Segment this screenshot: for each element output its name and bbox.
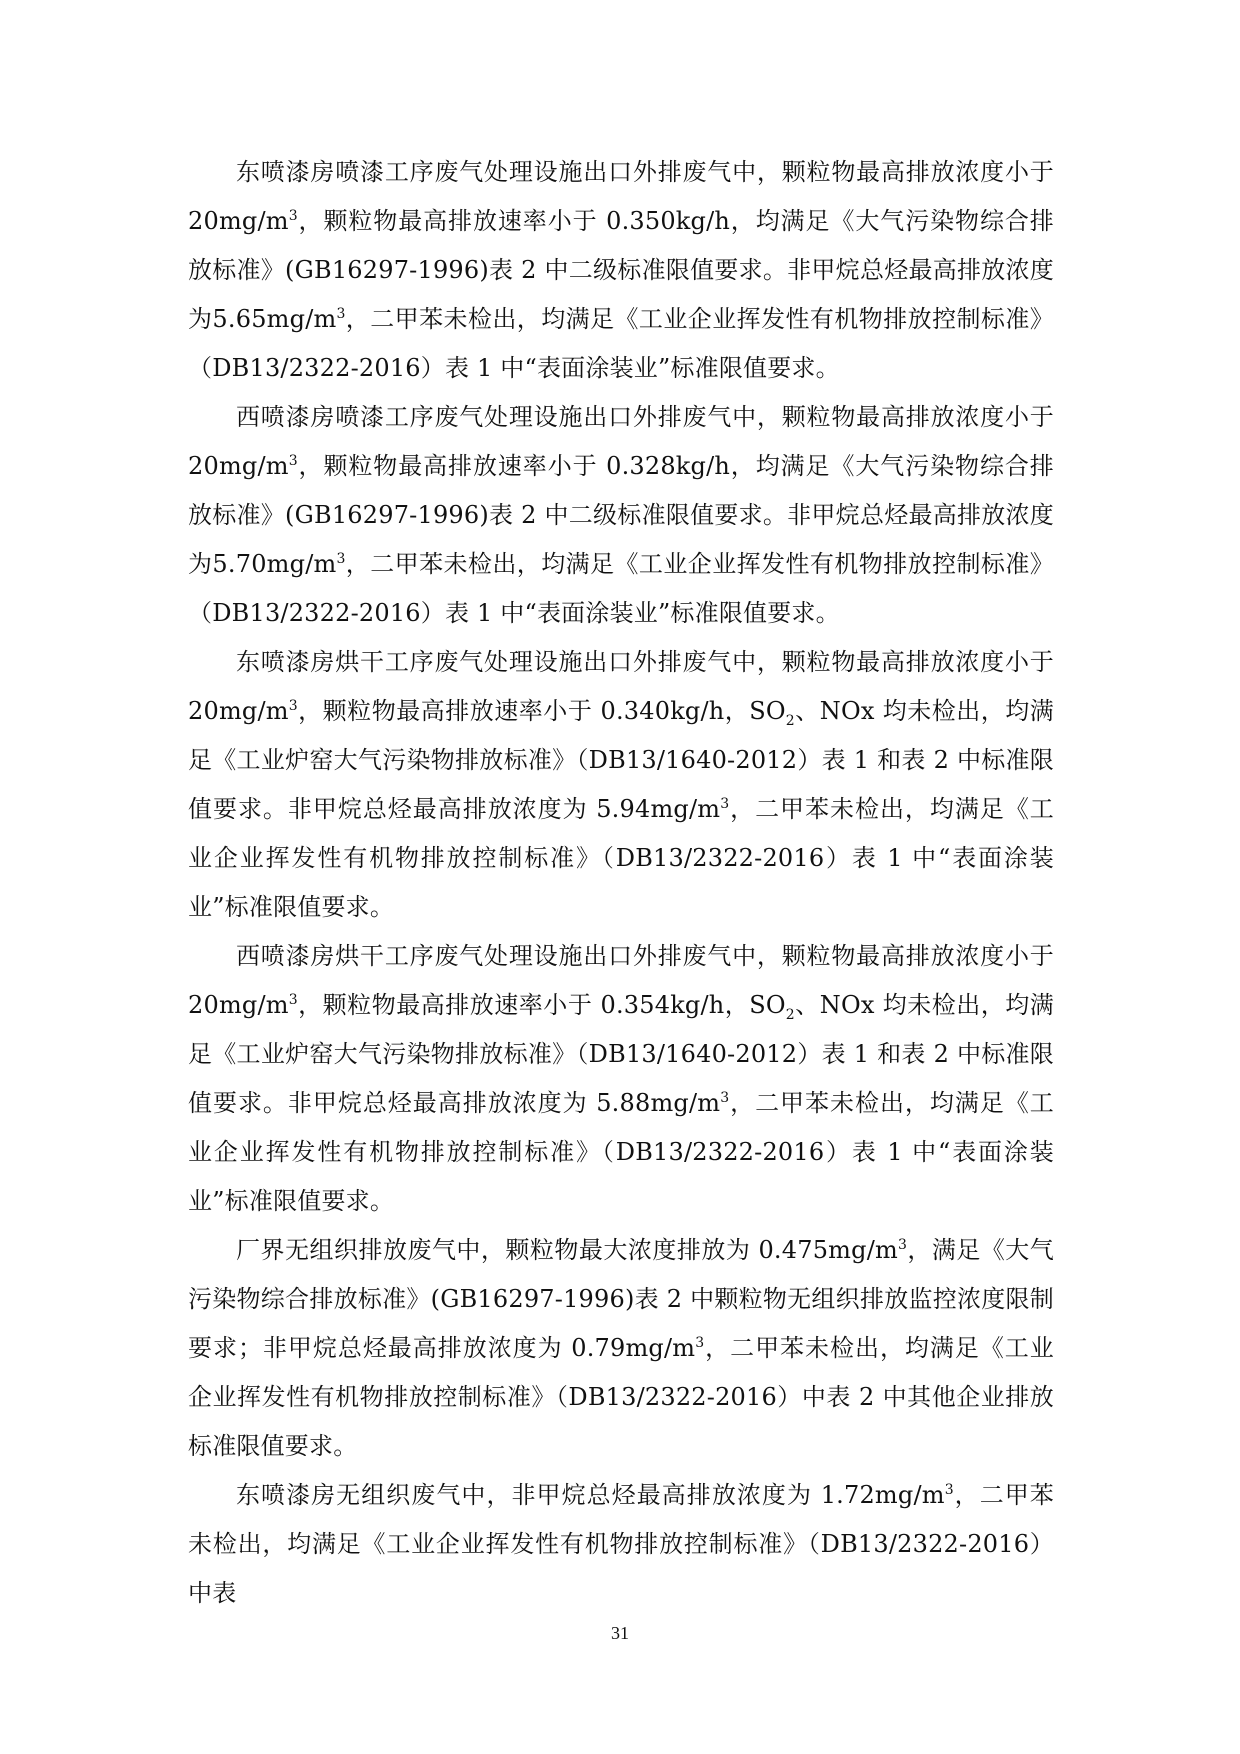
superscript: 3 xyxy=(336,306,346,322)
text-run: ，二甲苯未检出，均满足《工业企业挥发性有机物排放控制标准》（DB13/2322-2016）中表 xyxy=(188,1481,1054,1607)
subscript: 2 xyxy=(785,712,795,729)
text-run: ，二甲苯未检出，均满足《工业企业挥发性有机物排放控制标准》（DB13/2322-2016）表 1 中“表面涂装业”标准限值要求。 xyxy=(188,1089,1055,1215)
text-run: 厂界无组织排放废气中，颗粒物最大浓度排放为 0.475mg/m xyxy=(236,1236,898,1264)
text-run: ，满足《大气污染物综合排放标准》(GB16297-1996)表 2 中颗粒物无组织排放监控浓度限制要求；非甲烷总烃最高排放浓度为 0.79mg/m xyxy=(188,1236,1055,1362)
superscript: 3 xyxy=(288,208,298,224)
superscript: 3 xyxy=(720,1090,730,1106)
text-run: ，颗粒物最高排放速率小于 0.340kg/h，SO xyxy=(297,697,786,725)
paragraph-boundary-fugitive xyxy=(188,1226,1054,1471)
text-run: ，二甲苯未检出，均满足《工业企业挥发性有机物排放控制标准》（DB13/2322-2016）表 1 中“表面涂装业”标准限值要求。 xyxy=(188,795,1055,921)
superscript: 3 xyxy=(288,698,298,714)
text-run: 西喷漆房喷漆工序废气处理设施出口外排废气中，颗粒物最高排放浓度小于20mg/m xyxy=(188,403,1054,480)
text-run: 东喷漆房烘干工序废气处理设施出口外排废气中，颗粒物最高排放浓度小于20mg/m xyxy=(188,648,1054,725)
superscript: 3 xyxy=(897,1237,908,1253)
text-run: 东喷漆房喷漆工序废气处理设施出口外排废气中，颗粒物最高排放浓度小于20mg/m xyxy=(188,158,1054,235)
text-run: 、NOx 均未检出，均满足《工业炉窑大气污染物排放标准》（DB13/1640-2012）表 1 和表 2 中标准限值要求。非甲烷总烃最高排放浓度为 5.94mg/m xyxy=(188,697,1054,823)
text-run: ，二甲苯未检出，均满足《工业企业挥发性有机物排放控制标准》（DB13/2322-2016）表 1 中“表面涂装业”标准限值要求。 xyxy=(188,305,1054,382)
paragraph-east-spray-painting xyxy=(188,148,1054,393)
text-run: ，颗粒物最高排放速率小于 0.328kg/h，均满足《大气污染物综合排放标准》(GB16297-1996)表 2 中二级标准限值要求。非甲烷总烃最高排放浓度为5.70mg/m xyxy=(188,452,1054,578)
text-run: ，颗粒物最高排放速率小于 0.354kg/h，SO xyxy=(297,991,786,1019)
superscript: 3 xyxy=(288,992,298,1008)
text-run: 西喷漆房烘干工序废气处理设施出口外排废气中，颗粒物最高排放浓度小于20mg/m xyxy=(188,942,1054,1019)
subscript: 2 xyxy=(785,1006,795,1023)
paragraph-west-spray-painting xyxy=(188,393,1054,638)
superscript: 3 xyxy=(288,453,298,469)
text-run: ，二甲苯未检出，均满足《工业企业挥发性有机物排放控制标准》（DB13/2322-2016）表 1 中“表面涂装业”标准限值要求。 xyxy=(188,550,1054,627)
superscript: 3 xyxy=(336,551,346,567)
superscript: 3 xyxy=(695,1335,705,1351)
paragraph-east-drying xyxy=(188,638,1054,932)
superscript: 3 xyxy=(944,1482,954,1498)
paragraph-east-fugitive xyxy=(188,1471,1054,1618)
text-run: ，颗粒物最高排放速率小于 0.350kg/h，均满足《大气污染物综合排放标准》(GB16297-1996)表 2 中二级标准限值要求。非甲烷总烃最高排放浓度为5.65mg/m xyxy=(188,207,1054,333)
text-run: 东喷漆房无组织废气中，非甲烷总烃最高排放浓度为 1.72mg/m xyxy=(236,1481,945,1509)
text-run: 、NOx 均未检出，均满足《工业炉窑大气污染物排放标准》（DB13/1640-2012）表 1 和表 2 中标准限值要求。非甲烷总烃最高排放浓度为 5.88mg/m xyxy=(188,991,1054,1117)
page-number: 31 xyxy=(611,1623,629,1643)
body-text xyxy=(188,148,1054,1618)
text-run: ，二甲苯未检出，均满足《工业企业挥发性有机物排放控制标准》（DB13/2322-2016）中表 2 中其他企业排放标准限值要求。 xyxy=(188,1334,1054,1460)
superscript: 3 xyxy=(720,796,730,812)
paragraph-west-drying xyxy=(188,932,1054,1226)
